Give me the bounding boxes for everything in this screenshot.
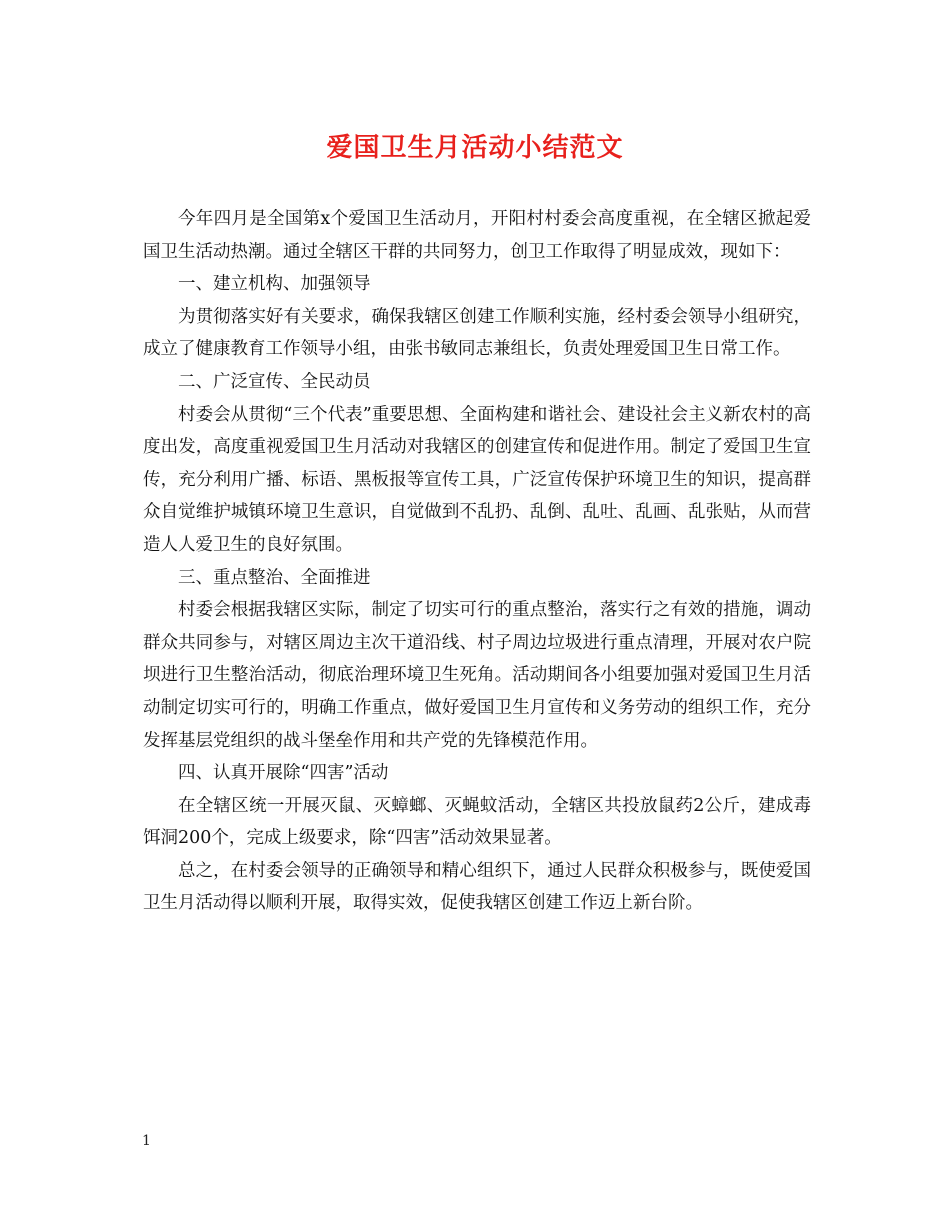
section-heading-3: 三、重点整治、全面推进 — [178, 567, 371, 588]
document-title: 爱国卫生月活动小结范文 — [326, 133, 624, 163]
section-paragraph-4: 在全辖区统一开展灭鼠、灭蟑螂、灭蝇蚊活动，全辖区共投放鼠药2公斤，建成毒饵洞200个，完成上级要求，除“四害”活动效果显著。 — [143, 795, 811, 849]
section-heading-4: 四、认真开展除“四害”活动 — [178, 763, 389, 784]
document-body — [143, 203, 811, 920]
section-paragraph-1: 为贯彻落实好有关要求，确保我辖区创建工作顺利实施，经村委会领导小组研究，成立了健康教育工作领导小组，由张书敏同志兼组长，负责处理爱国卫生日常工作。 — [143, 306, 811, 360]
intro-paragraph: 今年四月是全国第x个爱国卫生活动月，开阳村村委会高度重视，在全辖区掀起爱国卫生活动热潮。通过全辖区干群的共同努力，创卫工作取得了明显成效，现如下： — [143, 209, 811, 262]
section-heading-1: 一、建立机构、加强领导 — [178, 274, 371, 295]
section-paragraph-3: 村委会根据我辖区实际，制定了切实可行的重点整治，落实行之有效的措施，调动群众共同参与，对辖区周边主次干道沿线、村子周边垃圾进行重点清理，开展对农户院坝进行卫生整治活动，彻底治理环境卫生死角。活动期间各小组要加强对爱国卫生月活动制定切实可行的，明确工作重点，做好爱国卫生月宣传和义务劳动的组织工作，充分发挥基层党组织的战斗堡垒作用和共产党的先锋模范作用。 — [143, 600, 811, 751]
section-heading-2: 二、广泛宣传、全民动员 — [178, 371, 371, 392]
conclusion-paragraph: 总之，在村委会领导的正确领导和精心组织下，通过人民群众积极参与，既使爱国卫生月活动得以顺利开展，取得实效，促使我辖区创建工作迈上新台阶。 — [143, 860, 811, 914]
page-number: 1 — [142, 1133, 151, 1149]
section-paragraph-2: 村委会从贯彻“三个代表”重要思想、全面构建和谐社会、建设社会主义新农村的高度出发，高度重视爱国卫生月活动对我辖区的创建宣传和促进作用。制定了爱国卫生宣传，充分利用广播、标语、黑板报等宣传工具，广泛宣传保护环境卫生的知识，提高群众自觉维护城镇环境卫生意识，自觉做到不乱扔、乱倒、乱吐、乱画、乱张贴，从而营造人人爱卫生的良好氛围。 — [143, 404, 811, 555]
